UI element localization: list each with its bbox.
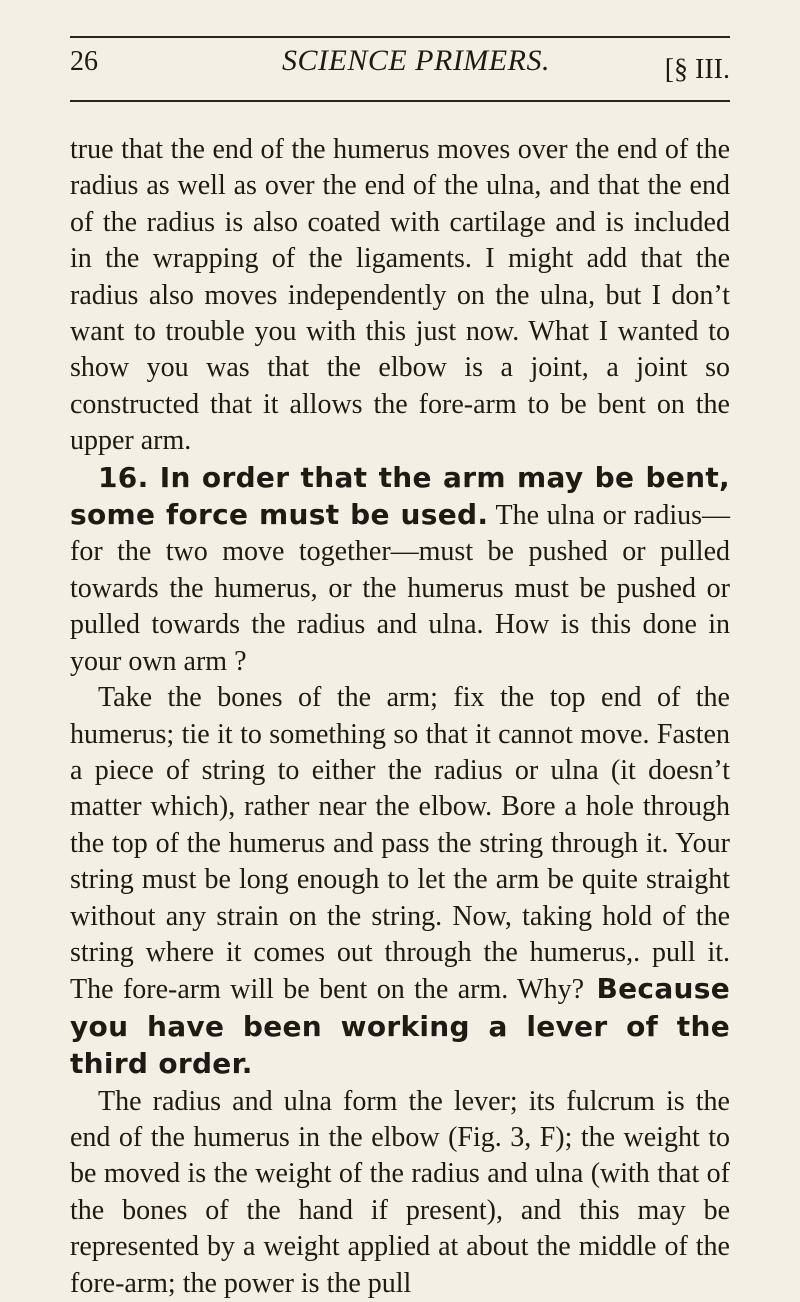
section-16-text: The ulna or radius—for the two move together—must be pushed or pulled towards the humerus, or the humerus must be pushed or pulled towards the radius and ulna. How is this done in your own arm ? [70,500,730,677]
header-top-rule [70,36,730,38]
paragraph-16 [70,460,730,680]
body-text [70,132,730,1302]
section-reference: [§ III. [664,54,730,85]
paragraph-continuation: true that the end of the humerus moves over the end of the radius as well as over the end of the ulna, and that the end of the radius is also coated with cartilage and is included in the wrapping of the ligaments. I might add that the radius also moves independently on the ulna, but I don’t want to trouble you with this just now. What I wanted to show you was that the elbow is a joint, a joint so constructed that it allows the fore-arm to be bent on the upper arm. [70,134,730,457]
page-number: 26 [70,46,98,77]
experiment-text: Take the bones of the arm; fix the top end of the humerus; tie it to something so that it cannot move. Fasten a piece of string to either the radius or ulna (it doesn’t matter which), rather near the elbow. Bore a hole through the top of the humerus and pass the string through it. Your string must be long enough to let the arm be quite straight without any strain on the string. Now, taking hold of the string where it comes out through the humerus,. pull it. The fore-arm will be bent on the arm. Why? [70,682,730,1006]
lever-answer: Because you have been working a lever of the third order. [70,972,731,1081]
paragraph-lever: The radius and ulna form the lever; its fulcrum is the end of the humerus in the elbow (Fig. 3, F); the weight to be moved is the weight of the radius and ulna (with that of the bones of the hand if present), and this may be represented by a weight applied at about the middle of the fore-arm; the power is the pull [70,1085,730,1299]
paragraph-experiment [70,680,730,1083]
section-16-heading: 16. In order that the arm may be bent, some force must be used. [70,460,730,532]
running-title: SCIENCE PRIMERS. [282,44,550,77]
header-bottom-rule [70,100,730,102]
running-header [70,44,730,94]
